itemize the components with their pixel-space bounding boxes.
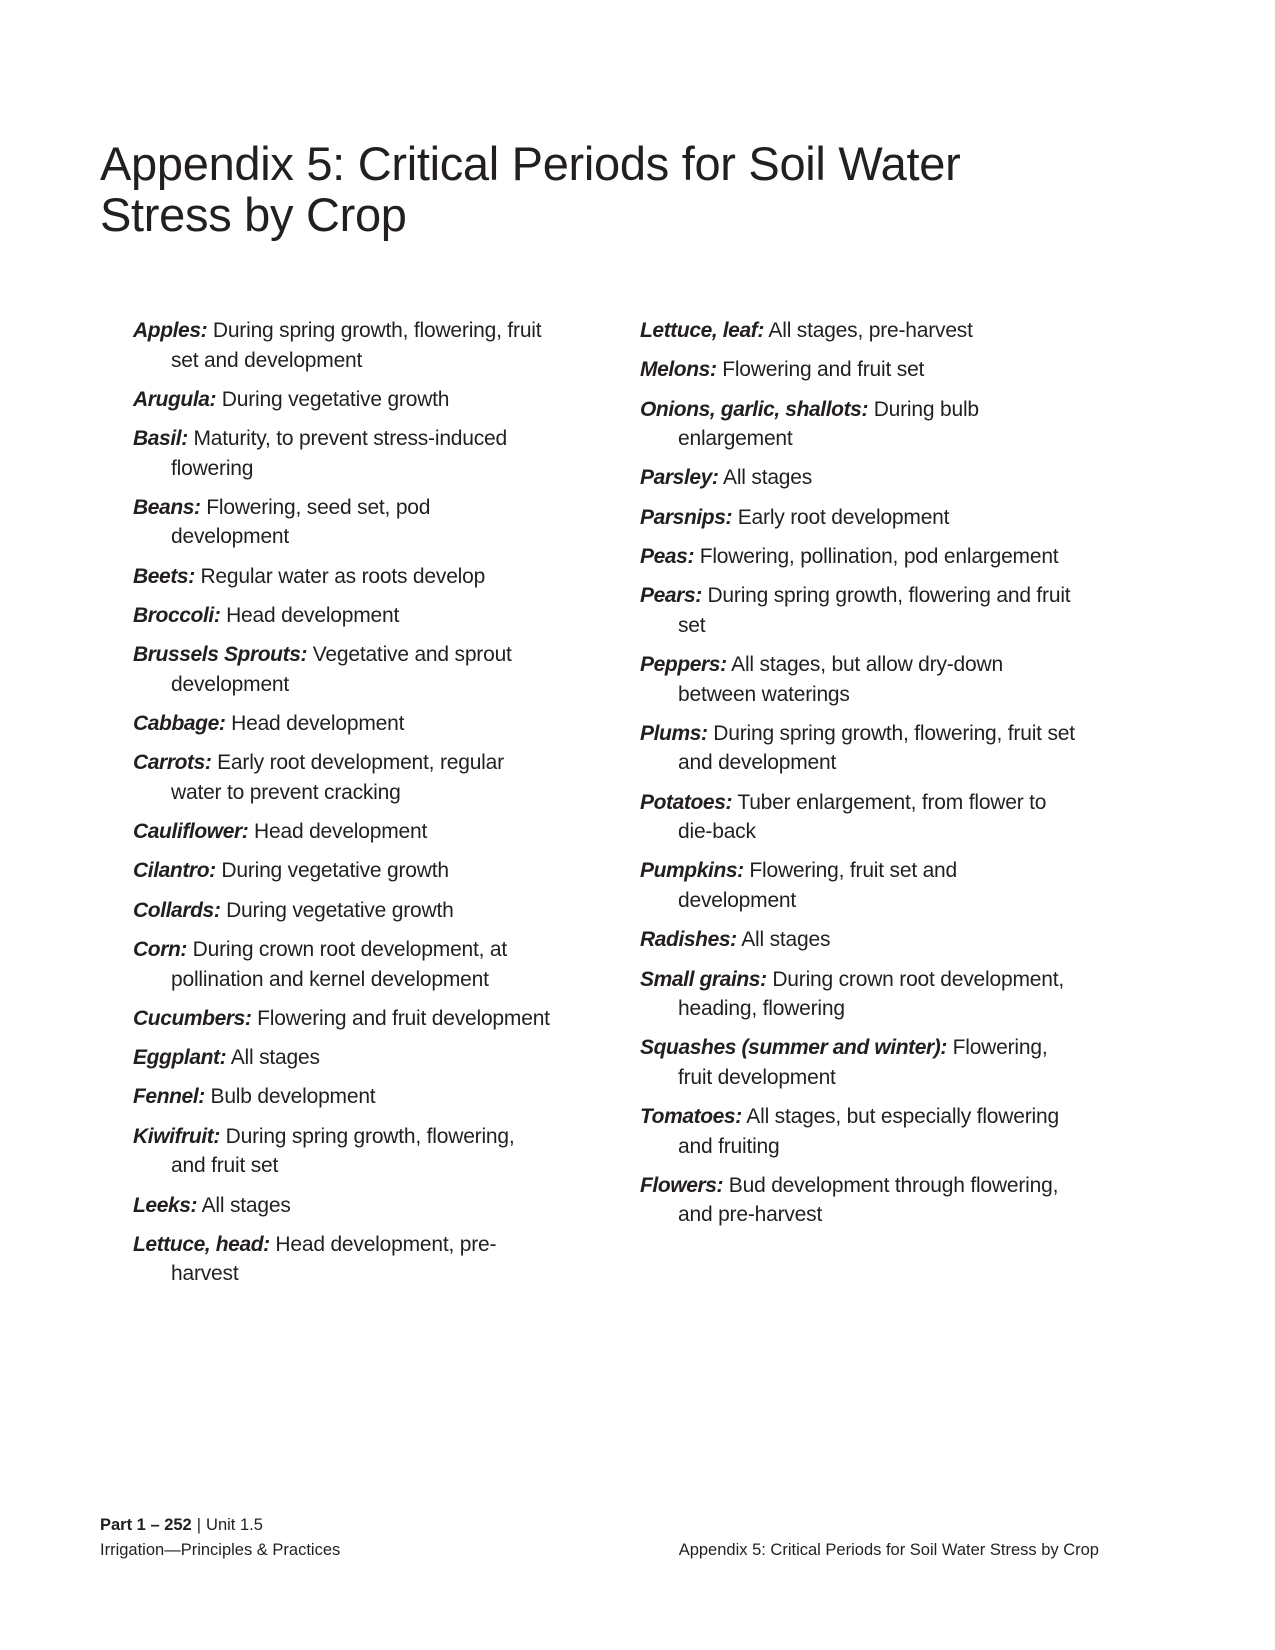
crop-name: Peas: <box>640 544 695 568</box>
list-item <box>640 316 1080 346</box>
crop-list-right <box>640 316 1080 1240</box>
list-item <box>640 965 1080 1024</box>
crop-name: Squashes (summer and winter): <box>640 1036 947 1060</box>
crop-name: Cilantro: <box>133 859 216 883</box>
crop-name: Pears: <box>640 584 702 608</box>
unit-number: Unit 1.5 <box>206 1516 263 1534</box>
critical-period: During vegetative growth <box>221 859 449 883</box>
list-item <box>133 748 553 807</box>
crop-name: Fennel: <box>133 1085 205 1109</box>
crop-name: Brussels Sprouts: <box>133 643 308 667</box>
list-item <box>133 424 553 483</box>
list-item <box>640 1033 1080 1092</box>
unit-title: Irrigation—Principles & Practices <box>100 1541 341 1559</box>
list-item <box>133 856 553 886</box>
critical-period: All stages <box>230 1046 320 1070</box>
list-item <box>133 640 553 699</box>
critical-period: All stages, but especially flowering and fruiting <box>678 1105 1059 1158</box>
list-item <box>133 817 553 847</box>
crop-name: Peppers: <box>640 653 727 677</box>
crop-name: Flowers: <box>640 1173 724 1197</box>
critical-period: Flowering, fruit set and development <box>678 859 958 912</box>
crop-name: Kiwifruit: <box>133 1124 220 1148</box>
crop-name: Cucumbers: <box>133 1006 252 1030</box>
critical-period: Flowering, fruit development <box>678 1036 1048 1089</box>
crop-name: Plums: <box>640 721 708 745</box>
critical-period: Tuber enlargement, from flower to die-back <box>678 790 1047 844</box>
list-item <box>640 856 1080 915</box>
crop-name: Parsnips: <box>640 505 733 529</box>
critical-period: During bulb enlargement <box>678 397 979 451</box>
crop-name: Arugula: <box>133 387 217 411</box>
crop-name: Tomatoes: <box>640 1105 742 1129</box>
footer-page-line <box>100 1513 340 1538</box>
list-item <box>640 925 1080 955</box>
critical-period: During spring growth, flowering, fruit set and development <box>171 319 542 372</box>
crop-name: Collards: <box>133 898 221 922</box>
crop-name: Parsley: <box>640 466 719 490</box>
critical-period: Head development, pre-harvest <box>171 1232 497 1286</box>
list-item <box>640 650 1080 709</box>
crop-name: Broccoli: <box>133 603 221 627</box>
crop-name: Melons: <box>640 358 717 382</box>
critical-period: Bulb development <box>210 1085 376 1109</box>
critical-period: Early root development <box>737 505 950 529</box>
critical-period: During crown root development, at pollination and kernel development <box>171 938 508 991</box>
crop-name: Beets: <box>133 564 195 588</box>
list-item <box>640 788 1080 847</box>
list-item <box>640 1102 1080 1161</box>
list-item <box>133 385 553 415</box>
critical-period: During crown root development, heading, flowering <box>678 967 1064 1021</box>
critical-period: All stages <box>723 466 813 490</box>
critical-period: Head development <box>226 603 400 627</box>
footer-separator: | <box>196 1516 202 1534</box>
list-item <box>133 896 553 926</box>
crop-name: Basil: <box>133 427 188 451</box>
crop-name: Onions, garlic, shallots: <box>640 397 869 421</box>
list-item <box>640 463 1080 493</box>
critical-period: All stages <box>201 1193 291 1217</box>
list-item <box>640 395 1080 454</box>
critical-period: During spring growth, flowering and fruit set <box>678 584 1071 637</box>
critical-period: Head development <box>231 712 405 736</box>
critical-period: Flowering, pollination, pod enlargement <box>699 544 1059 568</box>
list-item <box>640 542 1080 572</box>
critical-period: Bud development through flowering, and pre-harvest <box>678 1173 1059 1227</box>
list-item <box>133 1082 553 1112</box>
crop-name: Leeks: <box>133 1193 198 1217</box>
page-footer <box>100 1513 340 1563</box>
crop-name: Lettuce, head: <box>133 1232 270 1256</box>
page-title: Appendix 5: Critical Periods for Soil Water Stress by Crop <box>100 137 961 241</box>
critical-period: Vegetative and sprout development <box>171 643 512 696</box>
crop-name: Potatoes: <box>640 790 733 814</box>
list-item <box>640 1171 1080 1230</box>
crop-name: Corn: <box>133 938 187 962</box>
list-item <box>640 581 1080 640</box>
list-item <box>640 355 1080 385</box>
critical-period: During spring growth, flowering, and fruit set <box>171 1124 515 1178</box>
critical-period: Flowering and fruit set <box>722 358 925 382</box>
list-item <box>133 709 553 739</box>
crop-name: Small grains: <box>640 967 767 991</box>
list-item <box>133 1122 553 1181</box>
crop-name: Pumpkins: <box>640 859 744 883</box>
list-item <box>640 503 1080 533</box>
critical-period: Flowering, seed set, pod development <box>171 495 431 549</box>
critical-period: Head development <box>254 820 428 844</box>
crop-name: Apples: <box>133 319 208 342</box>
list-item <box>133 1191 553 1221</box>
critical-period: All stages, pre-harvest <box>768 319 973 342</box>
list-item <box>133 1230 553 1289</box>
page-number: Part 1 – 252 <box>100 1516 192 1534</box>
list-item <box>133 493 553 552</box>
crop-name: Lettuce, leaf: <box>640 319 764 342</box>
list-item <box>133 935 553 994</box>
crop-name: Beans: <box>133 495 201 519</box>
running-title: Appendix 5: Critical Periods for Soil Water Stress by Crop <box>678 1541 1099 1559</box>
crop-name: Eggplant: <box>133 1046 227 1070</box>
critical-period: During vegetative growth <box>226 898 454 922</box>
critical-period: Regular water as roots develop <box>200 564 486 588</box>
critical-period: Early root development, regular water to prevent cracking <box>171 751 504 804</box>
critical-period: Flowering and fruit development <box>257 1006 550 1030</box>
critical-period: During vegetative growth <box>221 387 450 411</box>
list-item <box>133 1004 553 1034</box>
crop-list-left <box>133 316 553 1299</box>
critical-period: During spring growth, flowering, fruit set and development <box>678 721 1075 775</box>
list-item <box>133 601 553 631</box>
crop-name: Carrots: <box>133 751 212 775</box>
crop-name: Radishes: <box>640 928 737 952</box>
list-item <box>640 719 1080 778</box>
list-item <box>133 316 553 375</box>
crop-name: Cauliflower: <box>133 820 249 844</box>
critical-period: All stages, but allow dry-down between waterings <box>678 653 1003 706</box>
critical-period: Maturity, to prevent stress-induced flowering <box>171 427 508 480</box>
critical-period: All stages <box>741 928 831 952</box>
list-item <box>133 562 553 592</box>
crop-name: Cabbage: <box>133 712 226 736</box>
list-item <box>133 1043 553 1073</box>
